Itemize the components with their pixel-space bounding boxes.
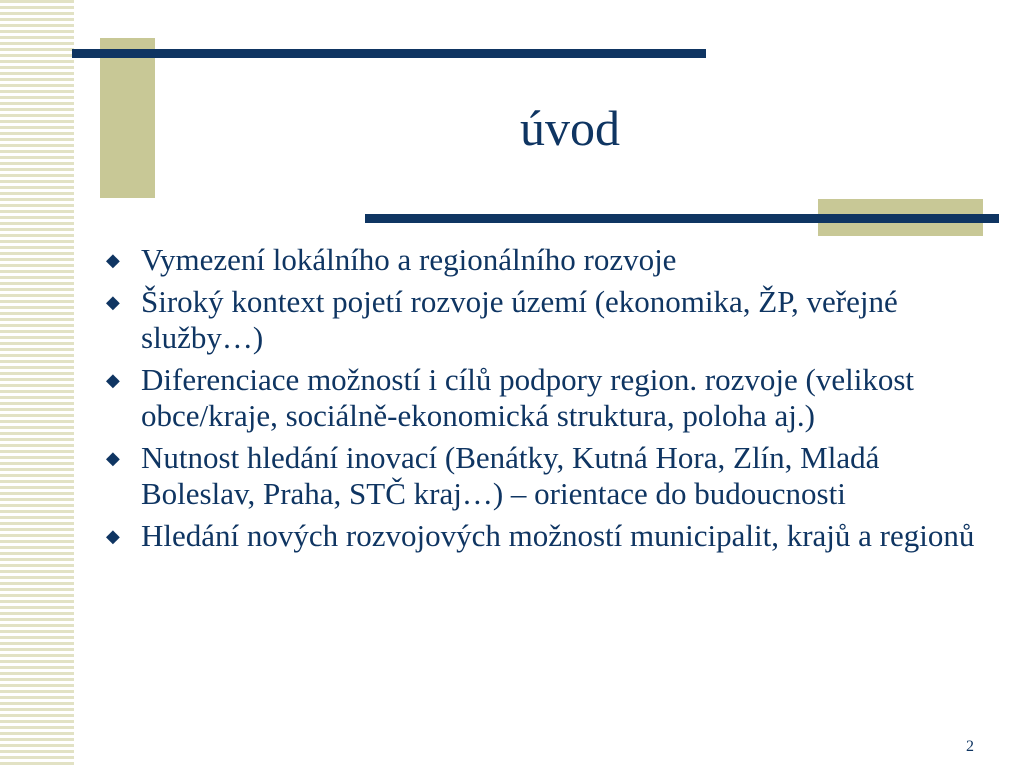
decorative-block-top xyxy=(100,38,155,198)
bullet-item xyxy=(100,518,980,554)
bullet-text: Nutnost hledání inovací (Benátky, Kutná Hora, Zlín, Mladá Boleslav, Praha, STČ kraj…) – orientace do budoucnosti xyxy=(141,440,880,511)
slide-title: úvod xyxy=(520,100,620,156)
diamond-bullet-icon: ◆ xyxy=(106,292,120,312)
page-number: 2 xyxy=(966,738,974,755)
diamond-bullet-icon: ◆ xyxy=(106,448,120,468)
bullet-item xyxy=(100,362,980,434)
bullet-text: Diferenciace možností i cílů podpory region. rozvoje (velikost obce/kraje, sociálně-ekonomická struktura, poloha aj.) xyxy=(141,362,915,433)
title-rule-bottom xyxy=(365,214,999,223)
diamond-bullet-icon: ◆ xyxy=(106,526,120,546)
diamond-bullet-icon: ◆ xyxy=(106,250,120,270)
bullet-item xyxy=(100,242,980,278)
bullet-text: Hledání nových rozvojových možností municipalit, krajů a regionů xyxy=(141,518,975,553)
bullet-text: Vymezení lokálního a regionálního rozvoje xyxy=(141,242,677,277)
bullet-list xyxy=(100,242,980,560)
decorative-stripes xyxy=(0,0,74,768)
diamond-bullet-icon: ◆ xyxy=(106,370,120,390)
bullet-item xyxy=(100,440,980,512)
bullet-item xyxy=(100,284,980,356)
bullet-text: Široký kontext pojetí rozvoje území (ekonomika, ŽP, veřejné služby…) xyxy=(141,284,898,355)
title-rule-top xyxy=(72,49,706,58)
